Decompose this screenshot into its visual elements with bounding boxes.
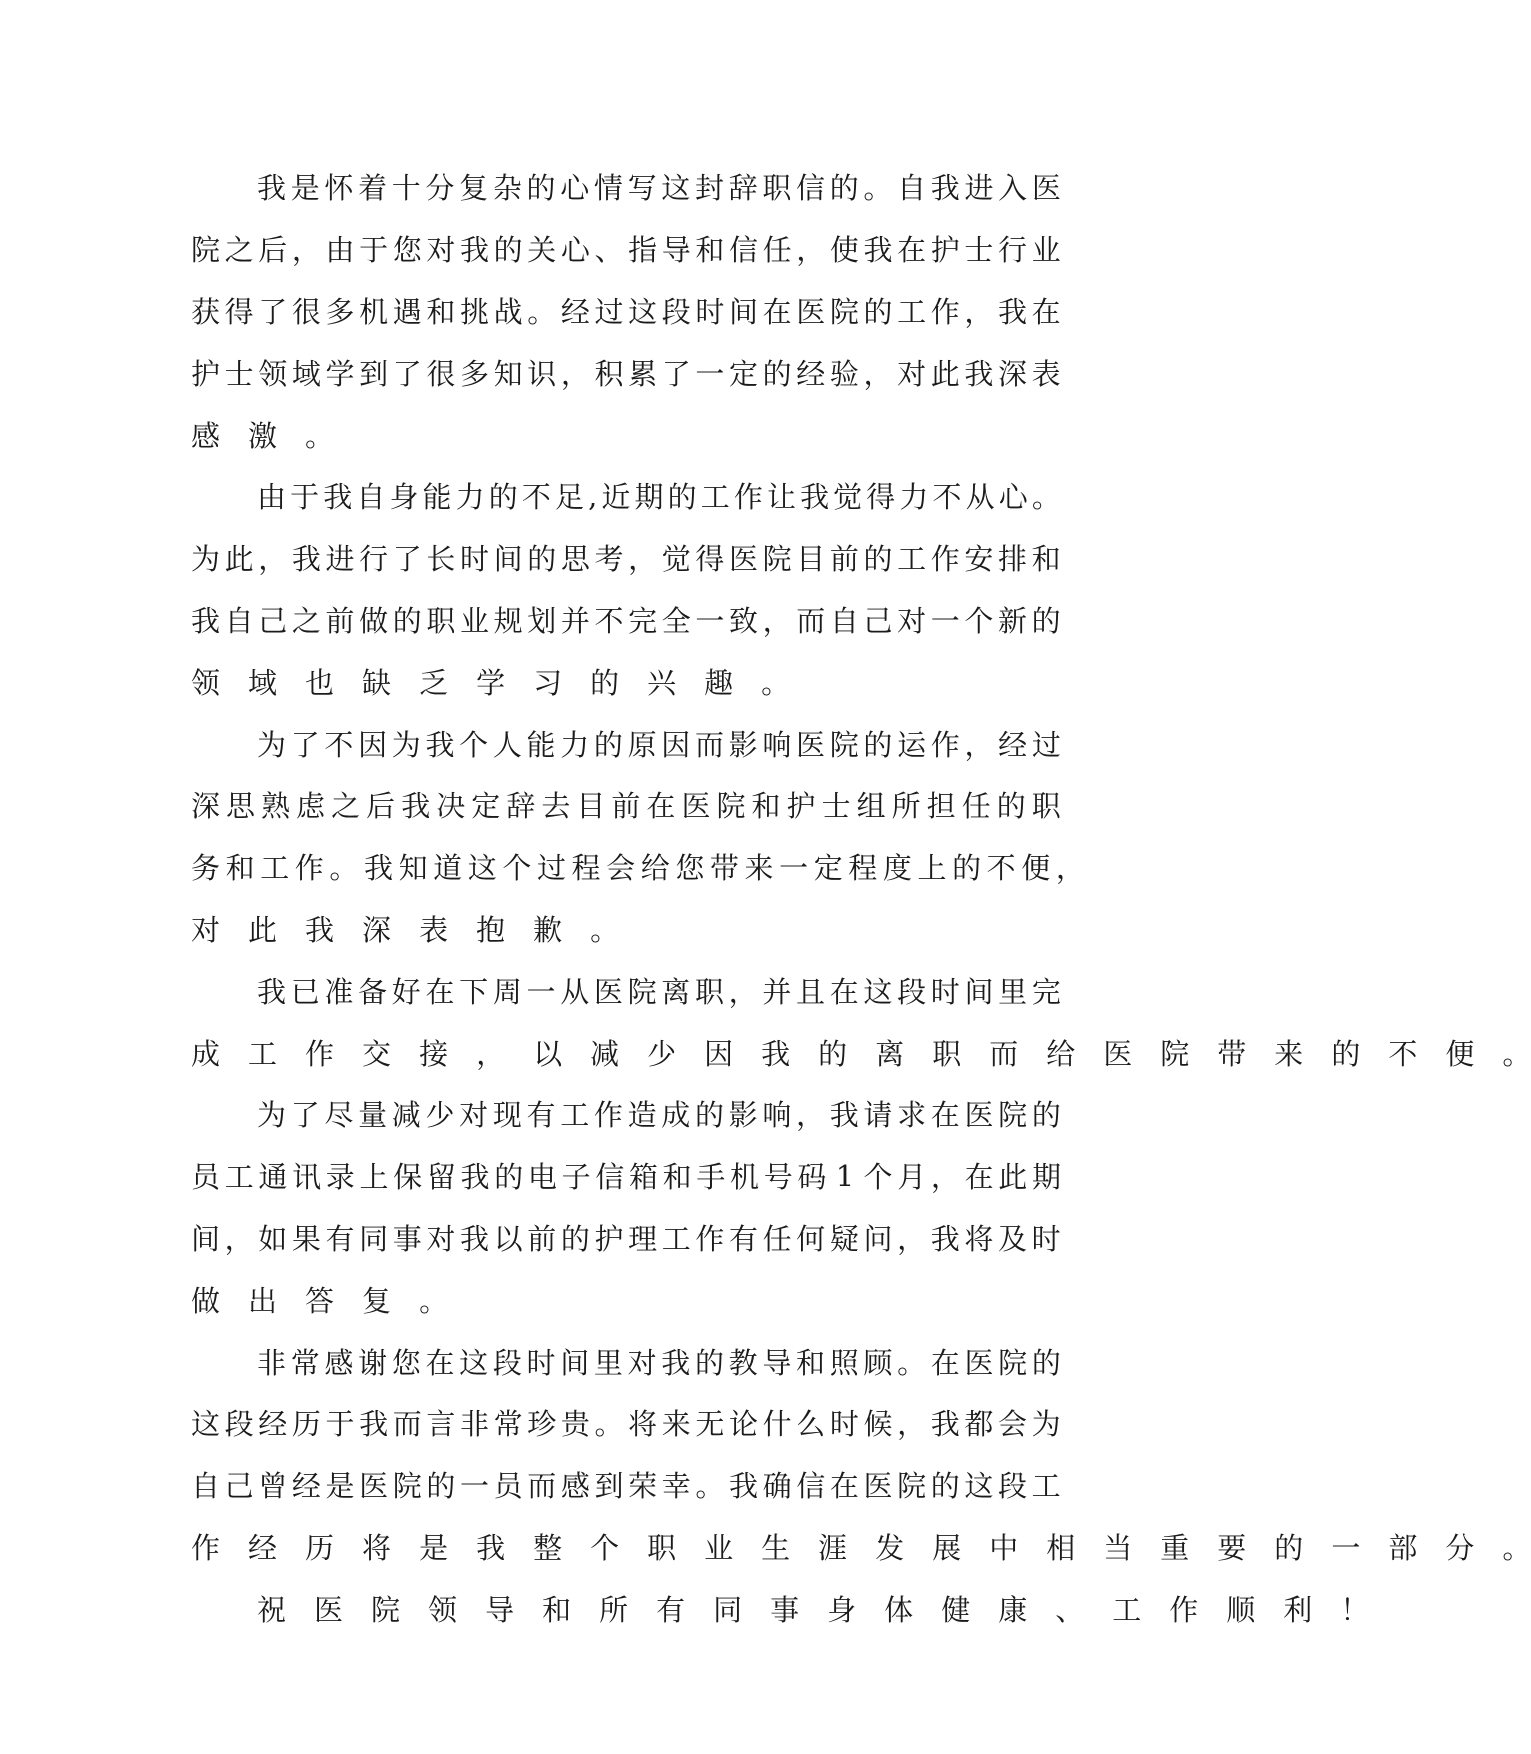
closing-wish-line: 祝 医 院 领 导 和 所 有 同 事 身 体 健 康 、 工 作 顺 利 ！ — [257, 1592, 1370, 1627]
paragraph-1-line-5: 感 激 。 — [191, 418, 335, 453]
paragraph-3-line-4: 对 此 我 深 表 抱 歉 。 — [191, 912, 620, 947]
paragraph-5-line-2: 员 工 通 讯 录 上 保 留 我 的 电 子 信 箱 和 手 机 号 码 1 个 月 ， 在 此 期 — [191, 1158, 1061, 1195]
paragraph-1-line-2: 院 之 后 ， 由 于 您 对 我 的 关 心 、 指 导 和 信 任 ， 使 我 在 护 士 行 业 — [191, 233, 1061, 268]
paragraph-4-line-2: 成 工 作 交 接 ， 以 减 少 因 我 的 离 职 而 给 医 院 带 来 的 不 便 。 — [191, 1036, 1531, 1071]
paragraph-3-line-1: 为 了 不 因 为 我 个 人 能 力 的 原 因 而 影 响 医 院 的 运 作 ， 经 过 — [257, 727, 1061, 762]
paragraph-6-line-2: 这 段 经 历 于 我 而 言 非 常 珍 贵 。 将 来 无 论 什 么 时 候 ， 我 都 会 为 — [191, 1407, 1061, 1442]
paragraph-1-line-1: 我 是 怀 着 十 分 复 杂 的 心 情 写 这 封 辞 职 信 的 。 自 我 进 入 医 — [257, 171, 1061, 206]
paragraph-6-line-1: 非 常 感 谢 您 在 这 段 时 间 里 对 我 的 教 导 和 照 顾 。 在 医 院 的 — [257, 1345, 1061, 1380]
paragraph-1-line-3: 获 得 了 很 多 机 遇 和 挑 战 。 经 过 这 段 时 间 在 医 院 的 工 作 ， 我 在 — [191, 294, 1061, 329]
paragraph-2-line-4: 领 域 也 缺 乏 学 习 的 兴 趣 。 — [191, 665, 791, 700]
paragraph-4-line-1: 我 已 准 备 好 在 下 周 一 从 医 院 离 职 ， 并 且 在 这 段 时 间 里 完 — [257, 974, 1061, 1009]
paragraph-2-line-3: 我 自 己 之 前 做 的 职 业 规 划 并 不 完 全 一 致 ， 而 自 己 对 一 个 新 的 — [191, 603, 1061, 638]
paragraph-6-line-4: 作 经 历 将 是 我 整 个 职 业 生 涯 发 展 中 相 当 重 要 的 一 部 分 。 — [191, 1530, 1531, 1565]
paragraph-5-line-3: 间 ， 如 果 有 同 事 对 我 以 前 的 护 理 工 作 有 任 何 疑 问 ， 我 将 及 时 — [191, 1221, 1061, 1256]
paragraph-2-line-1: 由 于 我 自 身 能 力 的 不 足 , 近 期 的 工 作 让 我 觉 得 力 不 从 心 。 — [257, 478, 1061, 515]
paragraph-2-line-2: 为 此 ， 我 进 行 了 长 时 间 的 思 考 ， 觉 得 医 院 目 前 的 工 作 安 排 和 — [191, 542, 1061, 577]
paragraph-5-line-1: 为 了 尽 量 减 少 对 现 有 工 作 造 成 的 影 响 ， 我 请 求 在 医 院 的 — [257, 1098, 1061, 1133]
paragraph-1-line-4: 护 士 领 域 学 到 了 很 多 知 识 ， 积 累 了 一 定 的 经 验 ， 对 此 我 深 表 — [191, 356, 1061, 391]
paragraph-6-line-3: 自 己 曾 经 是 医 院 的 一 员 而 感 到 荣 幸 。 我 确 信 在 医 院 的 这 段 工 — [191, 1469, 1061, 1504]
paragraph-3-line-3: 务 和 工 作 。 我 知 道 这 个 过 程 会 给 您 带 来 一 定 程 度 上 的 不 便 ， — [191, 851, 1085, 886]
paragraph-5-line-4: 做 出 答 复 。 — [191, 1283, 449, 1318]
letter-body — [191, 156, 1531, 1639]
paragraph-3-line-2: 深 思 熟 虑 之 后 我 决 定 辞 去 目 前 在 医 院 和 护 士 组 所 担 任 的 职 — [191, 789, 1061, 824]
